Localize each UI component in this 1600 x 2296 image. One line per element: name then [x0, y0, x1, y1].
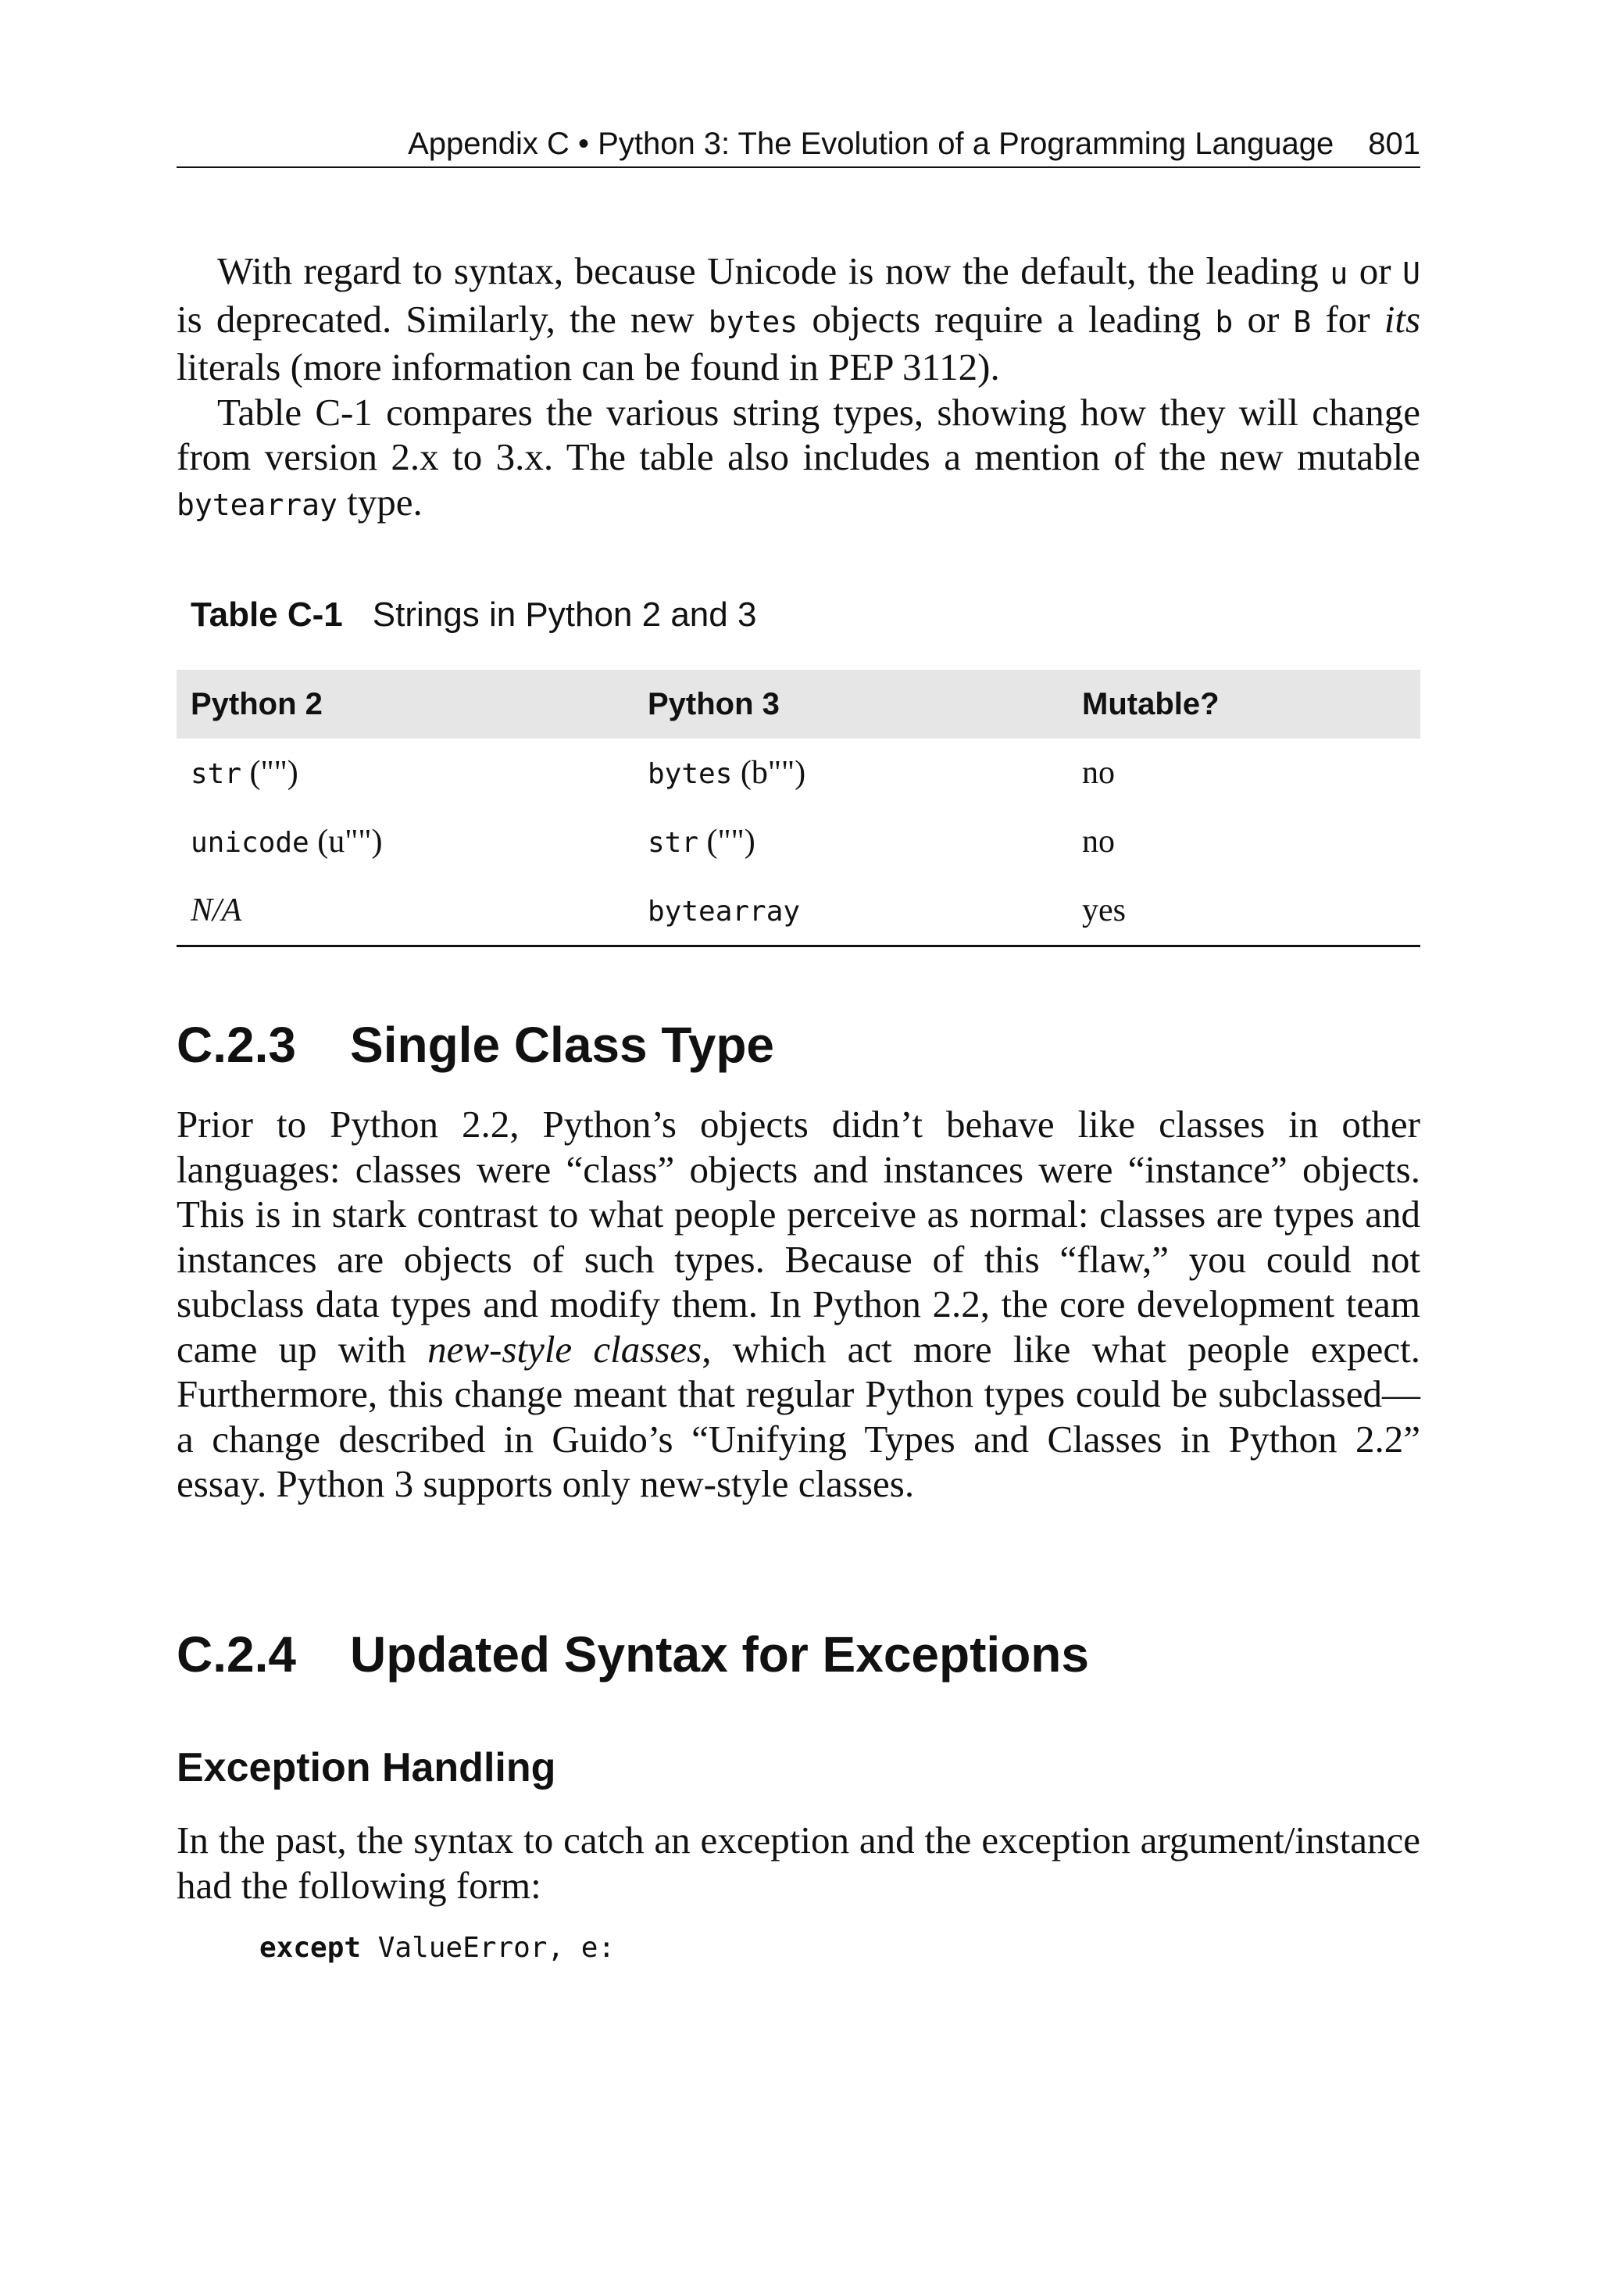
- table-cell: bytes (b""): [648, 755, 806, 791]
- table-cell: unicode (u""): [191, 824, 383, 860]
- exception-paragraph: In the past, the syntax to catch an exception and the exception argument/instance had the following form:: [177, 1819, 1420, 1907]
- section-heading-c23: [177, 1016, 774, 1074]
- table-cell: str (""): [648, 824, 755, 860]
- section-c23-paragraph: Prior to Python 2.2, Python’s objects didn’t behave like classes in other languages: classes were “class” objects and instances were “instance” objects. This is in stark contrast to what people perceive as normal: classes are types and instances are objects of such types. Because of this “flaw,” you could not subclass data types and modify them. In Python 2.2, the core development team came up with new-style classes, which act more like what people expect. Furthermore, this change meant that regular Python types could be subclassed—a change described in Guido’s “Unifying Types and Classes in Python 2.2” essay. Python 3 supports only new-style classes.: [177, 1103, 1421, 1505]
- section-heading-c24: [177, 1625, 1089, 1683]
- code-keyword: except: [259, 1932, 362, 1964]
- intro-paragraph-1: With regard to syntax, because Unicode is now the default, the leading u or U is deprecated. Similarly, the new bytes objects require a leading b or B for its literals (more information can be found in PEP 3112).: [177, 249, 1421, 388]
- column-header: Python 2: [177, 670, 634, 739]
- table-cell: no: [1082, 824, 1115, 860]
- table-cell: no: [1082, 755, 1115, 791]
- column-header: Mutable?: [1068, 670, 1420, 739]
- table-row: [177, 739, 1420, 807]
- intro-block: [177, 249, 1420, 528]
- intro-paragraph-2: Table C-1 compares the various string types, showing how they will change from version 2.x to 3.x. The table also includes a mention of the new mutable bytearray type.: [177, 390, 1420, 524]
- table-caption: [191, 595, 756, 635]
- table-cell: yes: [1082, 892, 1126, 928]
- page-number: 801: [1368, 127, 1420, 161]
- table-cell: N/A: [191, 892, 242, 928]
- table-cell: bytearray: [648, 896, 801, 928]
- table-label: Table C-1: [191, 595, 343, 634]
- column-header: Python 3: [634, 670, 1068, 739]
- table-cell: str (""): [191, 755, 298, 791]
- section-number: C.2.4: [177, 1626, 296, 1683]
- section-title: Updated Syntax for Exceptions: [350, 1626, 1089, 1683]
- code-text: ValueError, e:: [361, 1932, 616, 1964]
- section-number: C.2.3: [177, 1017, 296, 1073]
- table-row: [177, 807, 1420, 876]
- subsection-heading: Exception Handling: [177, 1745, 556, 1790]
- running-head: [177, 121, 1420, 168]
- table-row: [177, 876, 1420, 946]
- table-title: Strings in Python 2 and 3: [372, 595, 757, 634]
- running-title: Appendix C • Python 3: The Evolution of a Programming Language: [408, 127, 1334, 161]
- table-header-row: [177, 670, 1420, 739]
- code-sample: [259, 1932, 615, 1964]
- section-title: Single Class Type: [350, 1017, 774, 1073]
- strings-table: [177, 670, 1420, 947]
